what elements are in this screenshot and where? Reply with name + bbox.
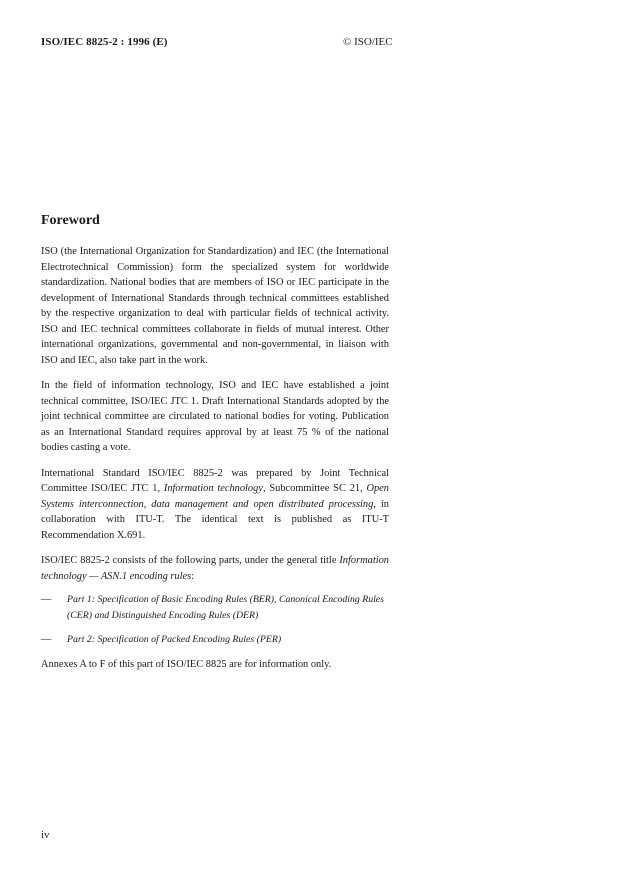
paragraph-organizations: ISO (the International Organization for Standardization) and IEC (the International Electrotechnical Commission) form the specialized system for worldwide standardization. National bodies that are members of ISO or IEC participate in the development of International Standards through technical committees established by the respective organization to deal with particular fields of technical activity. ISO and IEC technical committees collaborate in fields of mutual interest. Other international organizations, governmental and non-governmental, in liaison with ISO and IEC, also take part in the work.	[41, 246, 389, 366]
page-number: iv	[41, 829, 50, 841]
preparation-text-a: International Standard ISO/IEC 8825-2 was prepared by Joint Technical Committee ISO/IEC JTC 1,	[41, 467, 389, 494]
foreword-body	[41, 244, 389, 682]
preparation-committee-title: Information technology	[163, 483, 263, 494]
list-dash: —	[41, 594, 52, 605]
paragraph-preparation	[41, 466, 389, 544]
preparation-text-c: , Subcommittee SC 21,	[262, 483, 367, 494]
paragraph-parts	[41, 553, 389, 584]
parts-general-title: Information technology — ASN.1 encoding rules	[41, 555, 389, 582]
parts-text-a: ISO/IEC 8825-2 consists of the following parts, under the general title	[41, 555, 340, 566]
list-item-part-2: Part 2: Specification of Packed Encoding Rules (PER)	[67, 634, 282, 645]
list-item-part-1: Part 1: Specification of Basic Encoding Rules (BER), Canonical Encoding Rules (CER) and Distinguished Encoding Rules (DER)	[67, 594, 384, 621]
preparation-text-e: , in collaboration with ITU-T. The identical text is published as ITU-T Recommendation X.691.	[41, 498, 389, 541]
paragraph-annexes: Annexes A to F of this part of ISO/IEC 8825 are for information only.	[41, 658, 332, 670]
list-item	[41, 592, 389, 623]
list-dash: —	[41, 634, 52, 645]
section-title: Foreword	[41, 213, 100, 228]
parts-text-c: :	[191, 570, 195, 582]
list-item	[41, 632, 389, 648]
paragraph-jtc1: In the field of information technology, ISO and IEC have established a joint technical committee, ISO/IEC JTC 1. Draft International Standards adopted by the joint technical committee are circulated to national bodies for voting. Publication as an International Standard requires approval by at least 75 % of the national bodies casting a vote.	[41, 380, 389, 453]
preparation-subcommittee-title: Open Systems interconnection, data management and open distributed processing	[41, 483, 389, 510]
copyright-notice: © ISO/IEC	[343, 36, 393, 48]
document-identifier: ISO/IEC 8825-2 : 1996 (E)	[41, 36, 168, 48]
